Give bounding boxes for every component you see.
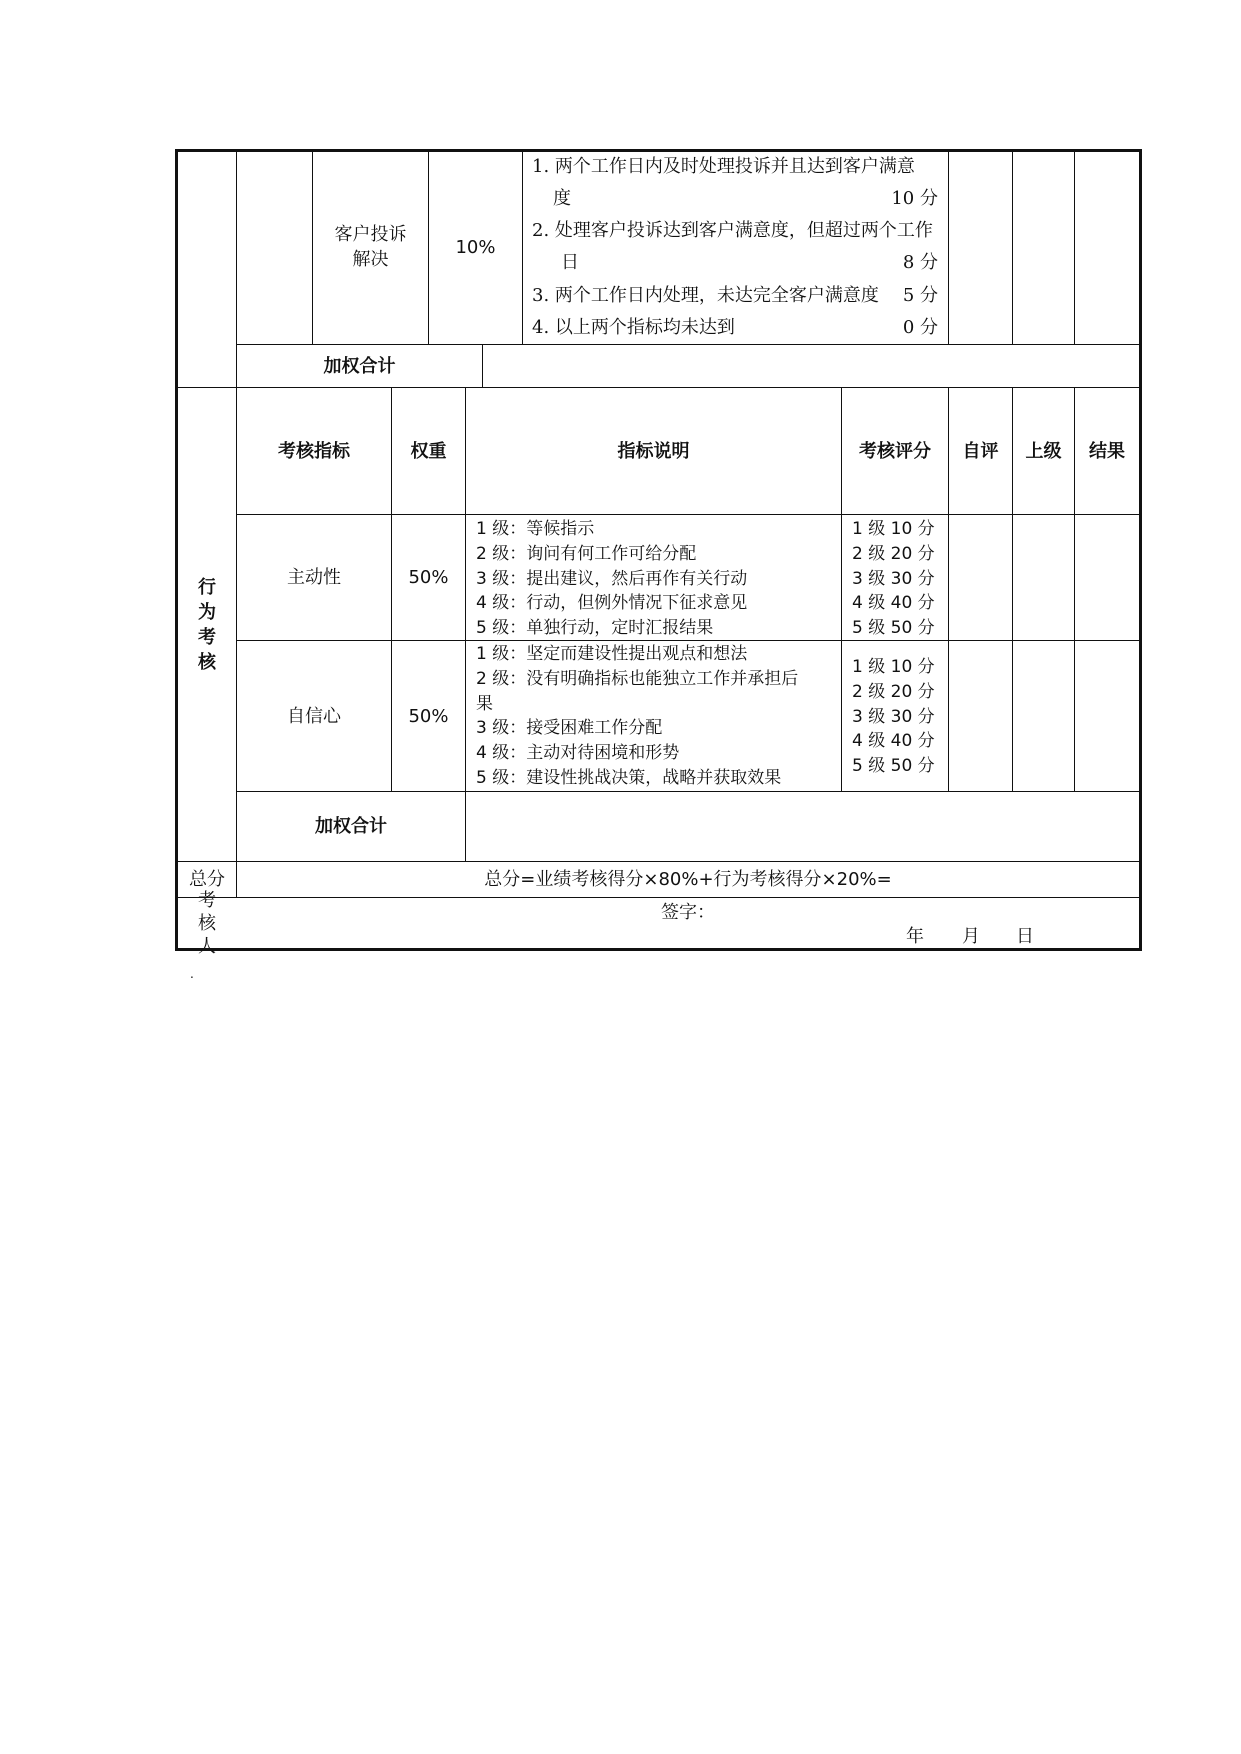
indicator-name: 客户投诉解决 [334, 224, 407, 270]
rule [1012, 149, 1013, 344]
criterion-item-continued: 日 8 分 [561, 252, 938, 273]
score-line: 2 级 20 分 [852, 681, 935, 702]
footer-mark: . [190, 967, 194, 981]
header-self: 自评 [962, 440, 999, 462]
rule [482, 344, 483, 387]
signature-label: 签字： [661, 901, 715, 923]
criterion-item: 1. 两个工作日内及时处理投诉并且达到客户满意 [532, 156, 915, 177]
behavior-indicator: 主动性 [287, 567, 341, 588]
header-score: 考核评分 [859, 440, 931, 462]
behavior-indicator: 自信心 [287, 705, 341, 727]
header-indicator: 考核指标 [278, 440, 350, 462]
weighted-total-label: 加权合计 [323, 355, 396, 377]
date-day-label: 日 [1016, 925, 1034, 947]
description-line: 果 [476, 693, 493, 714]
criteria-list [523, 150, 948, 344]
rule [948, 149, 949, 344]
description-line: 1 级：等候指示 [476, 519, 595, 539]
score-line: 2 级 20 分 [852, 543, 935, 564]
score-line: 4 级 40 分 [852, 731, 935, 752]
behavior-section-label: 行为考核 [198, 576, 216, 673]
score-line: 3 级 30 分 [852, 706, 935, 727]
date-year-label: 年 [906, 925, 924, 947]
behavior-weight: 50% [408, 567, 449, 588]
description-line: 3 级：提出建议，然后再作有关行动 [476, 568, 748, 589]
criterion-item: 2. 处理客户投诉达到客户满意度，但超过两个工作 [532, 220, 933, 241]
header-result: 结果 [1089, 440, 1125, 462]
header-description: 指标说明 [617, 440, 690, 462]
description-line: 2 级：没有明确指标也能独立工作并承担后 [476, 668, 799, 689]
weighted-total-label: 加权合计 [315, 816, 387, 837]
criterion-item: 3. 两个工作日内处理，未达完全客户满意度 5 分 [532, 285, 938, 306]
behavior-description [476, 642, 838, 791]
score-line: 3 级 30 分 [852, 568, 935, 589]
header-superior: 上级 [1025, 440, 1062, 462]
indicator-weight: 10% [455, 236, 496, 258]
total-formula: 总分=业绩考核得分×80%+行为考核得分×20%= [484, 869, 892, 890]
total-label: 总分 [189, 869, 225, 890]
description-line: 4 级：行动，但例外情况下征求意见 [476, 593, 748, 614]
criterion-item: 4. 以上两个指标均未达到 0 分 [532, 317, 938, 338]
description-line: 1 级：坚定而建设性提出观点和想法 [476, 644, 748, 664]
behavior-score-scale [852, 655, 946, 779]
score-line: 1 级 10 分 [852, 657, 935, 677]
score-line: 1 级 10 分 [852, 519, 935, 539]
header-weight: 权重 [410, 440, 447, 462]
description-line: 2 级：询问有何工作可给分配 [476, 543, 697, 564]
description-line: 4 级：主动对待困境和形势 [476, 743, 680, 764]
behavior-description [476, 517, 838, 641]
criterion-item-continued: 度 10 分 [553, 188, 938, 209]
score-line: 5 级 50 分 [852, 756, 935, 777]
description-line: 3 级：接受困难工作分配 [476, 718, 663, 739]
score-line: 4 级 40 分 [852, 593, 935, 614]
score-line: 5 级 50 分 [852, 618, 935, 639]
description-line: 5 级：建设性挑战决策，战略并获取效果 [476, 767, 782, 788]
rule [1074, 149, 1075, 344]
behavior-score-scale [852, 517, 946, 641]
date-month-label: 月 [962, 925, 980, 947]
rule [175, 897, 1142, 898]
behavior-weight: 50% [408, 705, 449, 727]
description-line: 5 级：单独行动，定时汇报结果 [476, 618, 714, 639]
reviewer-label: 考核人 [198, 889, 216, 957]
